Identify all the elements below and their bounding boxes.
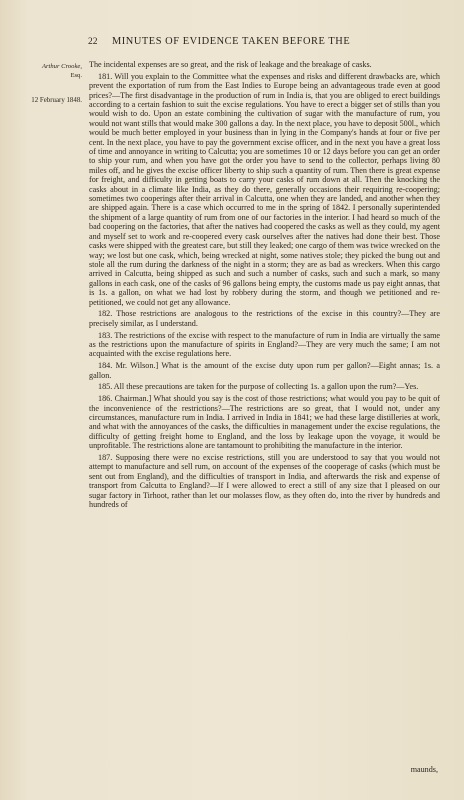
witness-title: Esq.: [70, 72, 82, 79]
paragraph: 186. Chairman.] What should you say is the cost of those restrictions; what would you pay to be quit of the inconvenience of the restrictions?—The restrictions are so great, that I would not, under any circumstances, manufacture rum in India. I arrived in India in 1841; we had these large distilleries at work, and what with the annoyances of the casks, the difficulties in management under the excise regulations, the difficulty of getting freight home to England, and the loss by leakage upon the voyage, it would be unprofitable. The restrictions alone are tantamount to prohibiting the manufacture in the interior.: [89, 394, 440, 451]
paragraph: 182. Those restrictions are analogous to the restrictions of the excise in this country?—They are precisely similar, as I understand.: [89, 309, 440, 328]
paragraph: 187. Supposing there were no excise restrictions, still you are understood to say that you would not attempt to manufacture and sell rum, on account of the expenses of the cooperage of casks (which must be sent out from England), and the difficulties of transport in India, and afterwards the risk and expense of transport from Calcutta to England?—If I were allowed to erect a still of any size that I pleased on our sugar factory in Tirhoot, rather than let our molasses flow, as they often do, into the river by hundreds and hundreds of: [89, 452, 440, 510]
page-number: 22: [88, 37, 98, 47]
paragraph: The incidental expenses are so great, and the risk of leakage and the breakage of casks.: [89, 60, 372, 69]
evidence-date: 12 February 1848.: [31, 97, 82, 104]
paragraph: 183. The restrictions of the excise with respect to the manufacture of rum in India are virtually the same as the restrictions upon the manufacture of spirits in England?—They are very much the same; I am not acquainted with the excise regulations here.: [89, 330, 440, 359]
catchword: maunds,: [410, 765, 438, 774]
paragraph: 184. Mr. Wilson.] What is the amount of the excise duty upon rum per gallon?—Eight annas; 1s. a gallon.: [89, 361, 440, 380]
paragraph: 181. Will you explain to the Committee what the expenses and risks and different drawbacks are, which prevent the exportation of rum from the East Indies to Europe being an advantageous trade even at good prices?—The first disadvantage in the production of rum in India is, that you are obliged to erect buildings according to a certain fashion to suit the excise regulations. You have to erect a bigger set of stills than you would wish to do. Upon an estate combining the cultivation of sugar with the manufacture of rum, you would not want stills that would make 300 gallons a day. In the next place, you have to deposit 500l., which would be much better employed in your business than in lying in the Company's hands at four or five per cent. In the next place, you have to pay the government excise officer, and in the next you have a great loss of time and annoyance in writing to Calcutta; you are sometimes 10 or 12 days before you can get an order to ship your rum, and when you have got the order you have to send to the collector, perhaps living 80 miles off, and he gives the excise officer liberty to ship such a quantity of rum. Then there is great expense for freight, and difficulty in getting boats to carry your casks of rum down at all. Then the knocking the casks about in a climate like India, as they do there, generally occasions their requiring re-coopering; sometimes two cooperings after their arrival in Calcutta, one when they are landed, and another when they are shipped again. There is a case which occurred to me in the spring of 1842. I personally superintended the shipment of a large quantity of rum from one of our factories in the interior. I had heard so much of the bad coopering on the factories, that after the natives had coopered the casks as well as they could, my agent and myself set to work and re-coopered every cask ourselves after the natives had done their best. Those casks were shipped with the greatest care, but still they leaked; one cargo of them was twice wrecked on the way; we lost but one cask, which, being wrecked at night, some natives stole; they picked the bung out and stole all the rum during the darkness of the night in a storm; they are as bad as wreckers. When this cargo arrived in Calcutta, being shipped as such and such a number of casks, such and such a mark, so many gallons in each cask, one of the casks of 96 gallons being empty, the customs made us pay eight annas, that is 1s. a gallon, on what we had lost by robbery during the storm, and though we petitioned and re-petitioned, we could not get any allowance.: [89, 71, 440, 307]
running-head: MINUTES OF EVIDENCE TAKEN BEFORE THE: [112, 36, 351, 47]
margin-note: [26, 62, 82, 105]
witness-name: Arthur Crooke,: [41, 63, 82, 70]
paragraph: 185. All these precautions are taken for the purpose of collecting 1s. a gallon upon the rum?—Yes.: [98, 382, 419, 392]
body-text: [89, 60, 440, 509]
page-header: [0, 37, 464, 51]
